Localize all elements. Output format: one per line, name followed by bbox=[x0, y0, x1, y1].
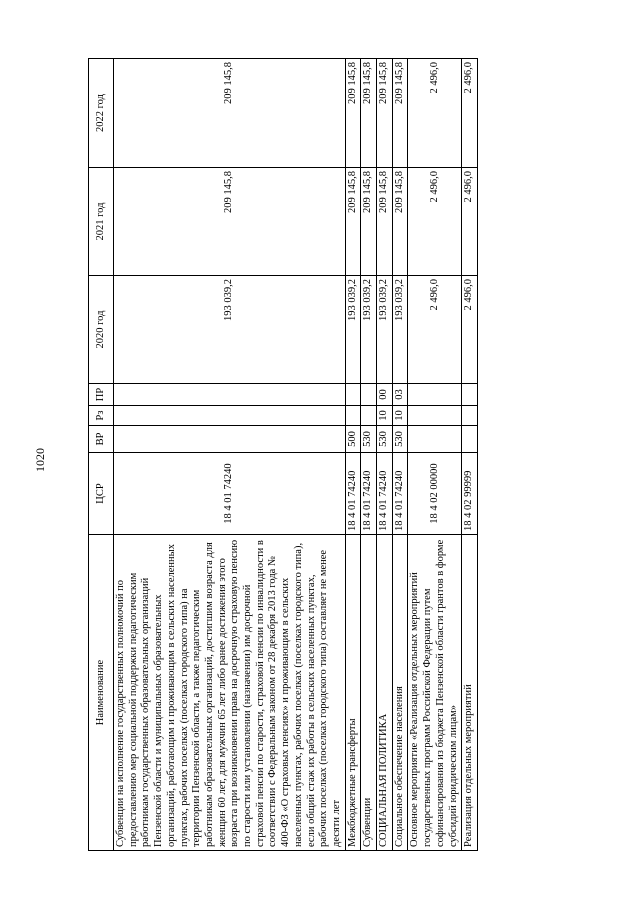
page-number: 1020 bbox=[33, 448, 47, 472]
row-vr: 530 bbox=[361, 426, 377, 453]
row-vr bbox=[114, 426, 346, 453]
row-2021: 2 496,0 bbox=[408, 168, 462, 276]
row-name: СОЦИАЛЬНАЯ ПОЛИТИКА bbox=[377, 535, 393, 851]
row-rz bbox=[462, 406, 478, 426]
row-name: Основное мероприятие «Реализация отдельных мероприятий государственных программ Российской Федерации путем софинансирования из бюджета Пензенской области грантов в форме субсидий юридическим лицам» bbox=[408, 535, 462, 851]
table-row bbox=[345, 59, 361, 851]
row-name: Реализация отдельных мероприятий bbox=[462, 535, 478, 851]
row-pr bbox=[361, 384, 377, 406]
row-2022: 209 145,8 bbox=[114, 59, 346, 168]
header-rz: Рз bbox=[89, 406, 114, 426]
row-rz: 10 bbox=[377, 406, 393, 426]
row-2022: 2 496,0 bbox=[408, 59, 462, 168]
row-rz bbox=[114, 406, 346, 426]
row-2021: 209 145,8 bbox=[392, 168, 408, 276]
header-name: Наименование bbox=[89, 535, 114, 851]
row-pr bbox=[462, 384, 478, 406]
row-pr bbox=[345, 384, 361, 406]
row-pr: 00 bbox=[377, 384, 393, 406]
table-row bbox=[361, 59, 377, 851]
row-name: Социальное обеспечение населения bbox=[392, 535, 408, 851]
row-csr: 18 4 01 74240 bbox=[361, 453, 377, 535]
row-2021: 209 145,8 bbox=[377, 168, 393, 276]
table-row bbox=[114, 59, 346, 851]
row-pr bbox=[114, 384, 346, 406]
row-pr bbox=[408, 384, 462, 406]
budget-table bbox=[88, 58, 478, 851]
row-2022: 2 496,0 bbox=[462, 59, 478, 168]
row-vr: 500 bbox=[345, 426, 361, 453]
header-2020: 2020 год bbox=[89, 276, 114, 384]
row-csr: 18 4 02 99999 bbox=[462, 453, 478, 535]
row-2020: 193 039,2 bbox=[361, 276, 377, 384]
row-csr: 18 4 02 00000 bbox=[408, 453, 462, 535]
row-rz: 10 bbox=[392, 406, 408, 426]
row-2021: 2 496,0 bbox=[462, 168, 478, 276]
row-vr: 530 bbox=[377, 426, 393, 453]
row-2022: 209 145,8 bbox=[392, 59, 408, 168]
row-2021: 209 145,8 bbox=[114, 168, 346, 276]
header-vr: ВР bbox=[89, 426, 114, 453]
row-2020: 193 039,2 bbox=[392, 276, 408, 384]
row-name: Субвенции на исполнение государственных полномочий по предоставлению мер социальной поддержки педагогическим работникам государственных образовательных организаций Пензенской области и муниципальных образовательных организаций, работающим и проживающим в сельских населенных пунктах, рабочих поселках (поселках городского типа) на территории Пензенской области, а также педагогическим работникам образовательных организаций, достигшим возраста для женщин 60 лет, для мужчин 65 лет либо ранее достижения этого возраста при возникновении права на досрочную страховую пенсию по старости или установлении (назначении) им досрочной страховой пенсии по старости, страховой пенсии по инвалидности в соответствии с Федеральным законом от 28 декабря 2013 года № 400-ФЗ «О страховых пенсиях» и проживающим в сельских населенных пунктах, рабочих поселках (поселках городского типа), если общий стаж их работы в сельских населенных пунктах, рабочих поселках (поселках городского типа) составляет не менее десяти лет bbox=[114, 535, 346, 851]
row-vr: 530 bbox=[392, 426, 408, 453]
row-vr bbox=[408, 426, 462, 453]
table-row bbox=[392, 59, 408, 851]
table-row bbox=[462, 59, 478, 851]
header-2021: 2021 год bbox=[89, 168, 114, 276]
row-2022: 209 145,8 bbox=[377, 59, 393, 168]
row-csr: 18 4 01 74240 bbox=[345, 453, 361, 535]
row-2020: 2 496,0 bbox=[462, 276, 478, 384]
row-2022: 209 145,8 bbox=[361, 59, 377, 168]
row-2020: 193 039,2 bbox=[377, 276, 393, 384]
row-name: Субвенции bbox=[361, 535, 377, 851]
rotated-table-container bbox=[88, 59, 569, 851]
row-vr bbox=[462, 426, 478, 453]
row-2020: 193 039,2 bbox=[114, 276, 346, 384]
table-row bbox=[377, 59, 393, 851]
header-csr: ЦСР bbox=[89, 453, 114, 535]
row-rz bbox=[345, 406, 361, 426]
row-2021: 209 145,8 bbox=[361, 168, 377, 276]
header-pr: ПР bbox=[89, 384, 114, 406]
row-2021: 209 145,8 bbox=[345, 168, 361, 276]
row-csr: 18 4 01 74240 bbox=[114, 453, 346, 535]
row-2020: 193 039,2 bbox=[345, 276, 361, 384]
row-rz bbox=[361, 406, 377, 426]
row-name: Межбюджетные трансферты bbox=[345, 535, 361, 851]
row-csr: 18 4 01 74240 bbox=[392, 453, 408, 535]
row-2020: 2 496,0 bbox=[408, 276, 462, 384]
row-2022: 209 145,8 bbox=[345, 59, 361, 168]
row-csr: 18 4 01 74240 bbox=[377, 453, 393, 535]
table-row bbox=[408, 59, 462, 851]
row-rz bbox=[408, 406, 462, 426]
header-2022: 2022 год bbox=[89, 59, 114, 168]
row-pr: 03 bbox=[392, 384, 408, 406]
table-header-row bbox=[89, 59, 114, 851]
